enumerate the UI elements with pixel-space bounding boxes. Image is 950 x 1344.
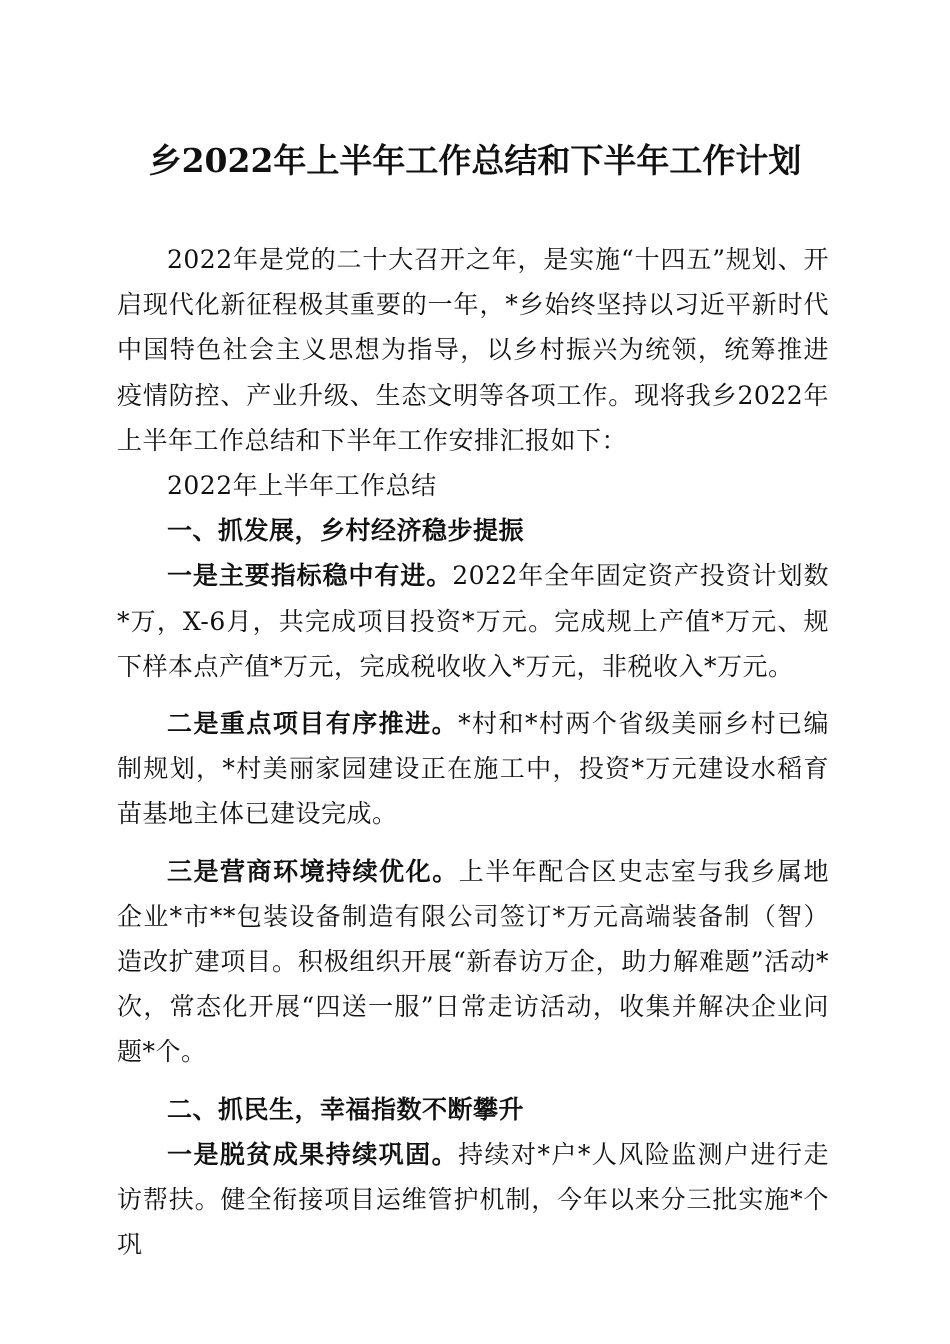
- paragraph-text: *村和*村两个省级美丽乡村已编制规划，*村美丽家园建设正在施工中，投资*万元建设水稻育苗基地主体已建设完成。: [117, 709, 829, 829]
- paragraph-lead: 一是主要指标稳中有进。: [167, 561, 453, 591]
- intro-paragraph: 2022年是党的二十大召开之年，是实施“十四五”规划、开启现代化新征程极其重要的一年，*乡始终坚持以习近平新时代中国特色社会主义思想为指导，以乡村振兴为统领，统筹推进疫情防控、产业升级、生态文明等各项工作。现将我乡2022年上半年工作总结和下半年工作安排汇报如下：: [117, 245, 829, 455]
- section-heading-livelihood: 二、抓民生，幸福指数不断攀升: [167, 1094, 525, 1124]
- paragraph-text: 上半年配合区史志室与我乡属地企业*市**包装设备制造有限公司签订*万元高端装备制（智）造改扩建项目。积极组织开展“新春访万企，助力解难题”活动*次，常态化开展“四送一服”日常走访活动，收集并解决企业问题*个。: [117, 856, 829, 1067]
- paragraph-text: 2022年全年固定资产投资计划数*万，X-6月，共完成项目投资*万元。完成规上产值*万元、规下样本点产值*万元，完成税收收入*万元，非税收入*万元。: [117, 561, 829, 681]
- paragraph-poverty-alleviation: [117, 1132, 829, 1268]
- section-heading-development: 一、抓发展，乡村经济稳步提振: [167, 516, 525, 546]
- document-title: 乡2022年上半年工作总结和下半年工作计划: [148, 141, 802, 180]
- paragraph-business-environment: [117, 849, 829, 1075]
- paragraph-text: 持续对*户*人风险监测户进行走访帮扶。健全衔接项目运维管护机制，今年以来分三批实施*个巩: [117, 1139, 829, 1260]
- paragraph-key-projects: [117, 701, 829, 837]
- paragraph-lead: 一是脱贫成果持续巩固。: [167, 1139, 459, 1169]
- paragraph-main-indicators: [117, 553, 829, 689]
- paragraph-lead: 二是重点项目有序推进。: [167, 709, 459, 739]
- document-body: [117, 237, 829, 1267]
- paragraph-lead: 三是营商环境持续优化。: [167, 856, 459, 886]
- section-label: 2022年上半年工作总结: [167, 471, 437, 501]
